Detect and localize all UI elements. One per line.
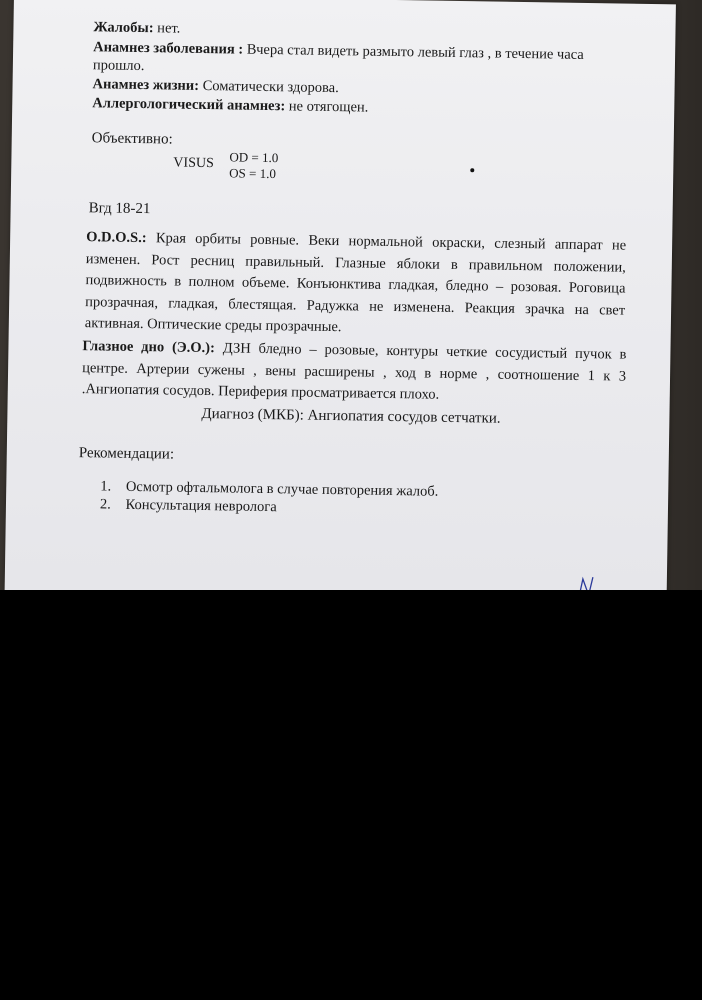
life-history-value: Соматически здорова. — [202, 77, 339, 97]
visus-os: OS = 1.0 — [229, 165, 277, 182]
disease-history-value: Вчера стал видеть размыто левый глаз , в течение часа — [246, 41, 584, 63]
recommendation-item-2 — [100, 496, 277, 516]
complaints-label: Жалобы: — [93, 19, 154, 37]
life-history-row — [92, 76, 338, 97]
odos-label: O.D.O.S.: — [86, 229, 147, 247]
pen-mark — [575, 573, 605, 590]
visus-od: OD = 1.0 — [229, 149, 279, 166]
recommendation-text-1: Осмотр офтальмолога в случае повторения жалоб. — [125, 478, 439, 500]
paper-sheet — [5, 0, 676, 590]
life-history-label: Анамнез жизни: — [92, 76, 200, 94]
disease-history-row — [93, 39, 584, 64]
iop-value: Вгд 18-21 — [88, 200, 151, 218]
diagnosis: Диагноз (МКБ): Ангиопатия сосудов сетчатки. — [201, 405, 501, 427]
odos-paragraph — [85, 227, 627, 343]
disease-history-label: Анамнез заболевания : — [93, 39, 244, 58]
visus-label: VISUS — [173, 155, 214, 172]
ink-dot — [470, 168, 474, 172]
disease-history-cont: прошло. — [92, 57, 145, 75]
recommendation-text-2: Консультация невролога — [125, 496, 277, 516]
recommendation-num-1: 1. — [100, 478, 112, 495]
complaints-value: нет. — [157, 20, 181, 37]
allergy-history-value: не отягощен. — [288, 98, 369, 116]
fundus-paragraph — [82, 336, 627, 409]
fundus-text: ДЗН бледно – розовые, контуры четкие сосудистый пучок в центре. Артерии сужены , вены расширены , ход в норме , соотношение 1 к 3 .Ангиопатия сосудов. Периферия просматривается плохо. — [81, 340, 627, 403]
fundus-label: Глазное дно (Э.О.): — [82, 338, 215, 357]
allergy-history-label: Аллергологический анамнез: — [92, 95, 286, 115]
complaints-row — [93, 19, 180, 37]
recommendation-num-2: 2. — [99, 496, 111, 513]
objective-title: Объективно: — [91, 130, 173, 148]
odos-text: Края орбиты ровные. Веки нормальной окраски, слезный аппарат не изменен. Рост ресниц правильный. Глазные яблоки в правильном положении, подвижность в полном объеме. Конъюнктива гладкая, бледно – розовая. Роговица прозрачная, гладкая, блестящая. Радужка не изменена. Реакция зрачка на свет активная. Оптические среды прозрачные. — [84, 230, 627, 336]
allergy-history-row — [92, 95, 368, 116]
recommendations-title: Рекомендации: — [78, 445, 175, 463]
